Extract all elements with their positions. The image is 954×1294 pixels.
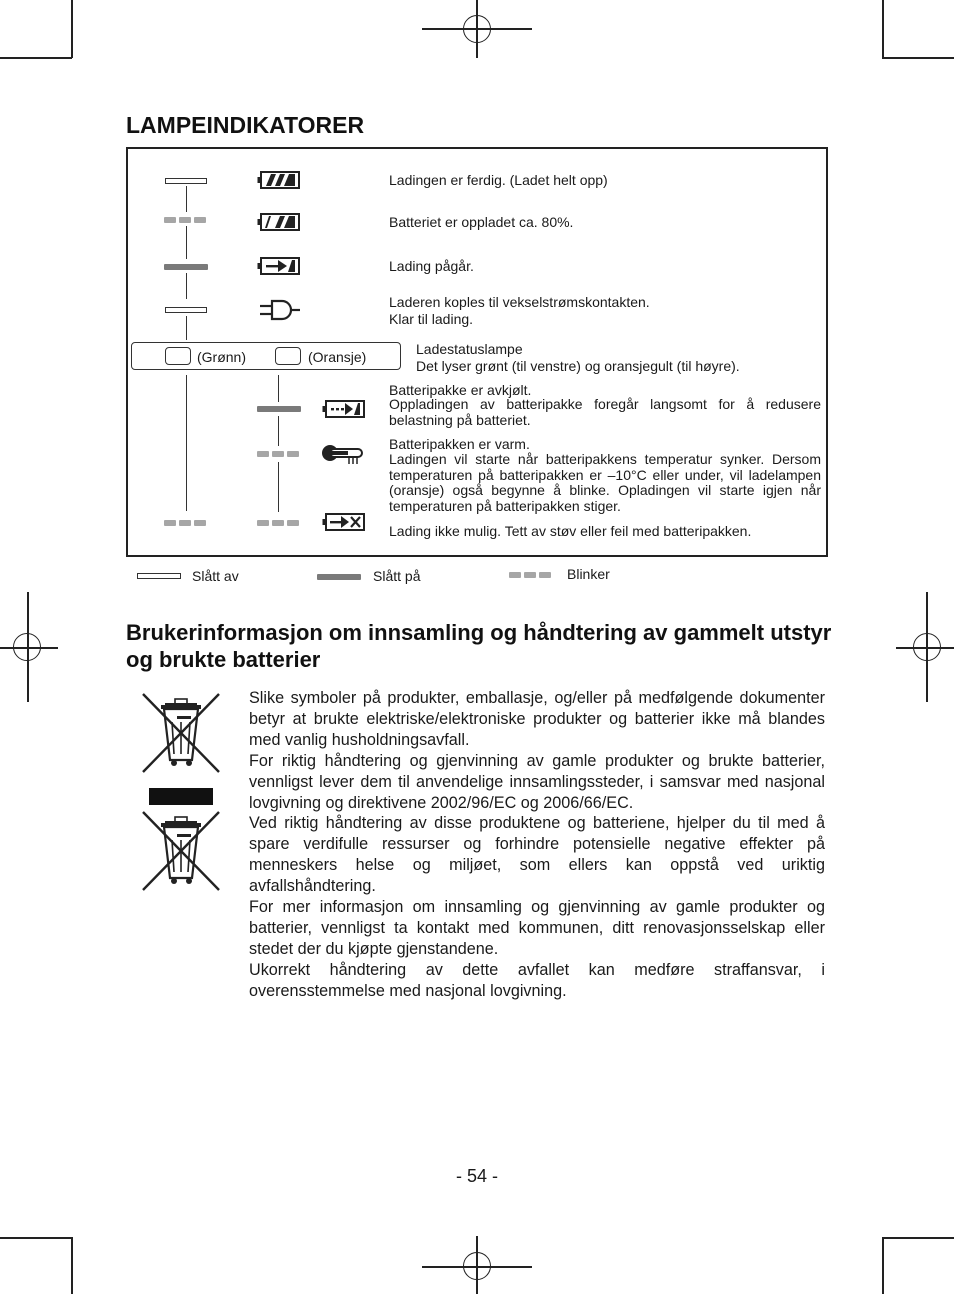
lamp-off-indicator	[165, 307, 207, 313]
thermometer-icon	[321, 441, 367, 467]
legend-blink-label: Blinker	[567, 566, 610, 582]
disposal-body	[249, 688, 825, 1002]
legend-on-swatch	[317, 574, 361, 580]
status-lamp-description: Det lyser grønt (til venstre) og oransjegult (til høyre).	[416, 358, 740, 374]
battery-charging-icon	[257, 257, 301, 276]
warm-heading: Batteripakken er varm.	[389, 436, 530, 452]
warm-body: Ladingen vil starte når batteripakkens temperatur synker. Dersom temperaturen på batteripakken er –10°C eller under, vil ladelampen (oransje) også begynne å blinke. Opladingen vil starte igjen når temperaturen på batteripakken stiger.	[389, 451, 821, 514]
lamp-blink-indicator	[257, 520, 301, 526]
cooled-body: Oppladingen av batteripakke foregår langsomt for å redusere belastning på batteriet.	[389, 396, 821, 428]
disposal-title: Brukerinformasjon om innsamling og håndtering av gammelt utstyr og brukte batterier	[126, 620, 832, 672]
cooled-heading: Batteripakke er avkjølt.	[389, 382, 532, 398]
connector-line	[278, 375, 279, 402]
legend-off-label: Slått av	[192, 568, 239, 584]
orange-lamp-label: (Oransje)	[308, 349, 367, 365]
lamp-blink-indicator	[257, 451, 301, 457]
battery-full-icon	[257, 171, 301, 189]
green-lamp-icon	[165, 347, 191, 365]
connector-line	[278, 462, 279, 512]
connector-line	[278, 416, 279, 446]
legend-off-swatch	[137, 573, 181, 579]
page-number: - 54 -	[455, 1166, 498, 1186]
lamp-on-indicator	[164, 264, 208, 270]
connector-line	[186, 186, 187, 212]
green-lamp-label: (Grønn)	[197, 349, 246, 365]
lamp-blink-indicator	[164, 217, 208, 223]
disposal-paragraph: Slike symboler på produkter, emballasje, og/eller på medfølgende dokumenter betyr at brukte elektriske/elektroniske produkter og batterier ikke må blandes med vanlig husholdningsavfall.	[249, 689, 825, 749]
row-80-text: Batteriet er oppladet ca. 80%.	[389, 214, 574, 230]
battery-80-icon	[257, 213, 301, 231]
disposal-paragraph: For mer informasjon om innsamling og gjenvinning av gamle produkter og batterier, vennligst ta kontakt med kommunen, ditt renovasjonsselskap eller stedet der du kjøpte gjenstandene.	[249, 898, 825, 958]
battery-slow-charge-icon	[322, 400, 366, 419]
legend-on-label: Slått på	[373, 568, 421, 584]
error-text: Lading ikke mulig. Tett av støv eller feil med batteripakken.	[389, 523, 752, 539]
orange-lamp-icon	[275, 347, 301, 365]
lamp-off-indicator	[165, 178, 207, 184]
connector-line	[186, 316, 187, 340]
disposal-paragraph: Ved riktig håndtering av disse produktene og batteriene, hjelper du til med å spare verdifulle ressurser og forhindre potensielle negative effekter på menneskers helse og miljøet, som ellers kan oppstå ved uriktig avfallshåndtering.	[249, 814, 825, 896]
lamp-blink-indicator	[164, 520, 208, 526]
disposal-paragraph: Ukorrekt håndtering av dette avfallet kan medføre straffansvar, i overensstemmelse med nasjonal lovgivning.	[249, 960, 825, 1000]
row-charging-text: Lading pågår.	[389, 258, 474, 274]
plug-icon	[258, 299, 302, 321]
row-full-text: Ladingen er ferdig. (Ladet helt opp)	[389, 172, 608, 188]
crossed-bin-icon	[141, 692, 221, 774]
connector-line	[186, 375, 187, 511]
battery-error-icon	[322, 513, 366, 532]
section-title: LAMPEINDIKATORER	[126, 112, 365, 138]
connector-line	[186, 273, 187, 299]
connector-line	[186, 226, 187, 259]
lamp-on-indicator	[257, 406, 301, 412]
row-plug-text-2: Klar til lading.	[389, 311, 474, 327]
crossed-bin-bar-icon	[141, 786, 221, 894]
row-plug-text-1: Laderen koples til vekselstrømskontakten.	[389, 294, 650, 310]
status-lamp-heading: Ladestatuslampe	[416, 341, 523, 357]
disposal-paragraph: For riktig håndtering og gjenvinning av gamle produkter og brukte batterier, vennligst lever dem til anvendelige innsamlingssteder, i samsvar med nasjonal lovgivning og direktivene 2002/96/EC og 2006/66/EC.	[249, 751, 825, 812]
legend-blink-swatch	[509, 572, 553, 578]
